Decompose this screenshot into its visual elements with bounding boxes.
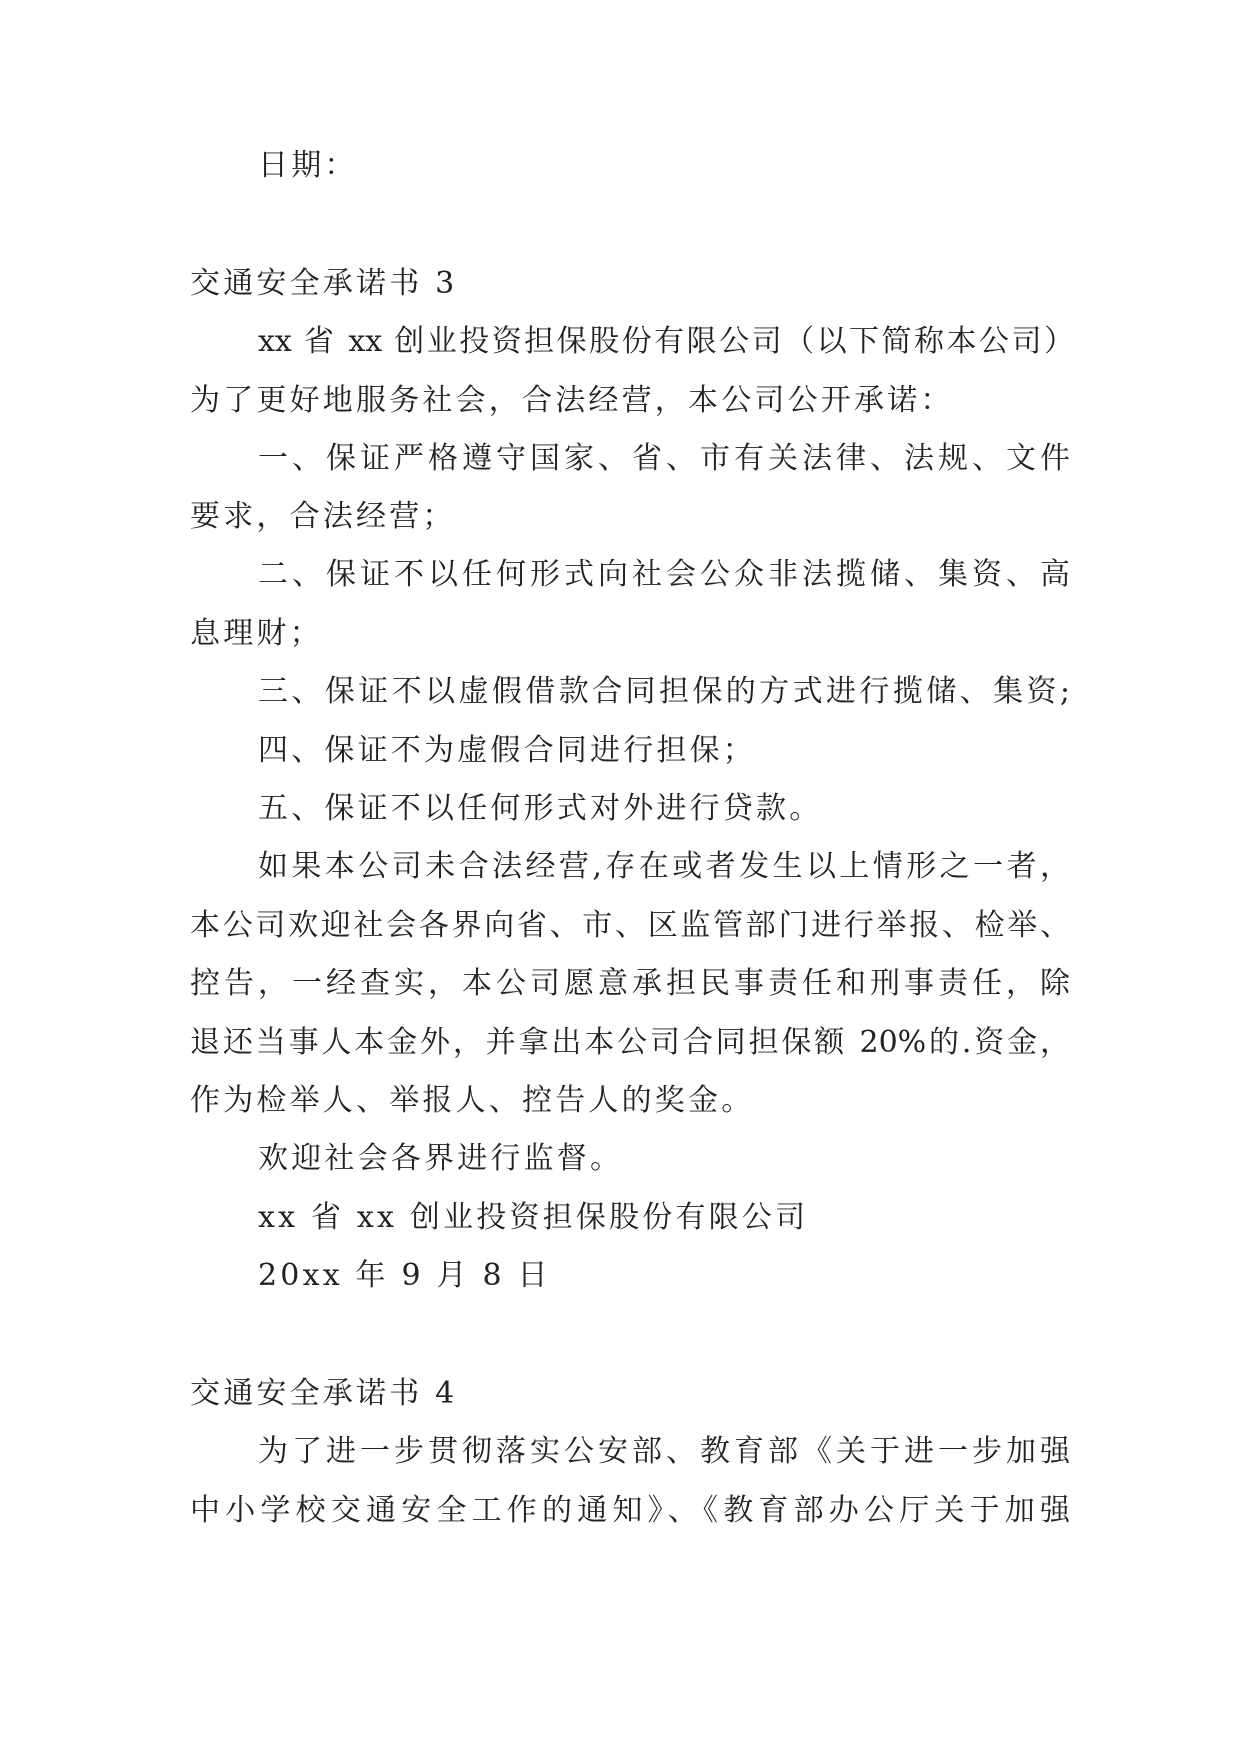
paragraph-line-3: 控告，一经查实，本公司愿意承担民事责任和刑事责任，除 [190,966,1070,1001]
paragraph-line-1: 如果本公司未合法经营,存在或者发生以上情形之一者， [258,849,1070,884]
item-2-line-2: 息理财； [190,616,323,651]
item-3: 三、保证不以虚假借款合同担保的方式进行揽储、集资; [258,674,1070,709]
company-signature: xx 省 xx 创业投资担保股份有限公司 [258,1200,809,1235]
paragraph-line-4: 退还当事人本金外，并拿出本公司合同担保额 20%的.资金， [190,1025,1070,1060]
section-heading-3: 交通安全承诺书 3 [190,266,458,301]
item-4: 四、保证不为虚假合同进行担保； [258,733,756,768]
date-label: 日期： [258,148,358,183]
section4-intro-line-1: 为了进一步贯彻落实公安部、教育部《关于进一步加强 [258,1434,1070,1469]
signature-date: 20xx 年 9 月 8 日 [258,1258,551,1293]
section4-intro-line-2: 中小学校交通安全工作的通知》、《教育部办公厅关于加强 [190,1493,1070,1528]
intro-line-2: 为了更好地服务社会，合法经营，本公司公开承诺： [190,383,954,418]
item-5: 五、保证不以任何形式对外进行贷款。 [258,791,823,826]
item-2-line-1: 二、保证不以任何形式向社会公众非法揽储、集资、高 [258,557,1070,592]
paragraph-line-5: 作为检举人、举报人、控告人的奖金。 [190,1083,755,1118]
item-1-line-1: 一、保证严格遵守国家、省、市有关法律、法规、文件 [258,441,1070,476]
section-heading-4: 交通安全承诺书 4 [190,1376,458,1411]
paragraph-line-2: 本公司欢迎社会各界向省、市、区监管部门进行举报、检举、 [190,908,1070,943]
intro-line-1: xx 省 xx 创业投资担保股份有限公司（以下简称本公司） [258,324,1074,359]
welcome-text: 欢迎社会各界进行监督。 [258,1141,624,1176]
item-1-line-2: 要求，合法经营； [190,499,456,534]
